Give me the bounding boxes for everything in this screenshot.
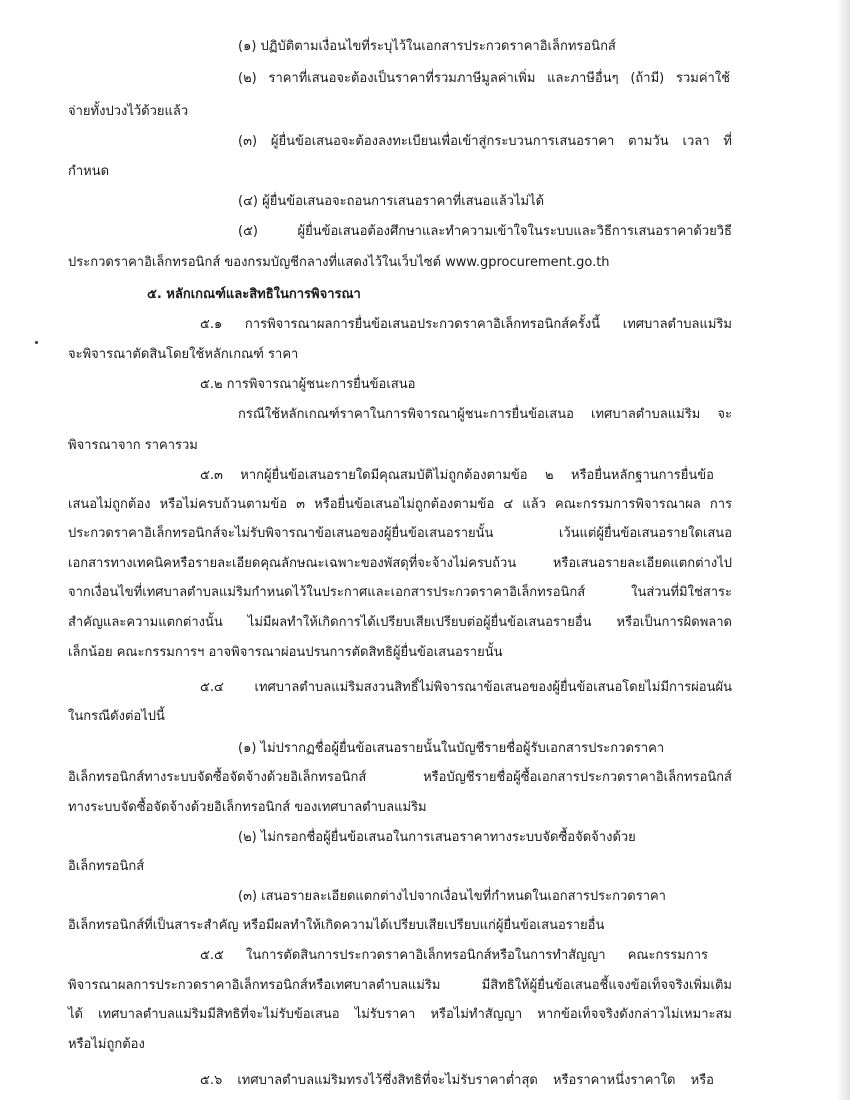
clause-5-5-line2: พิจารณาผลการประกวดราคาอิเล็กทรอนิกส์หรือเทศบาลตำบลแม่ริม มีสิทธิให้ผู้ยื่นข้อเสนอชี้แจงข้อเท็จจริงเพิ่มเติม: [68, 978, 732, 993]
clause-5-5: ๕.๕ ในการตัดสินการประกวดราคาอิเล็กทรอนิกส์หรือในการทำสัญญา คณะกรรมการ: [200, 948, 708, 963]
condition-1: (๑) ปฏิบัติตามเงื่อนไขที่ระบุไว้ในเอกสารประกวดราคาอิเล็กทรอนิกส์: [238, 39, 616, 54]
clause-5-4: ๕.๔ เทศบาลตำบลแม่ริมสงวนสิทธิ์ไม่พิจารณาข้อเสนอของผู้ยื่นข้อเสนอโดยไม่มีการผ่อนผัน: [200, 680, 732, 695]
clause-5-3-line2: เสนอไม่ถูกต้อง หรือไม่ครบถ้วนตามข้อ ๓ หรือยื่นข้อเสนอไม่ถูกต้องตามข้อ ๔ แล้ว คณะกรรมการพิจารณาผล การ: [68, 497, 732, 512]
condition-2-cont: จ่ายทั้งปวงไว้ด้วยแล้ว: [68, 104, 189, 119]
condition-3: (๓) ผู้ยื่นข้อเสนอจะต้องลงทะเบียนเพื่อเข้าสู่กระบวนการเสนอราคา ตามวัน เวลา ที่: [238, 134, 732, 149]
condition-2: (๒) ราคาที่เสนอจะต้องเป็นราคาที่รวมภาษีมูลค่าเพิ่ม และภาษีอื่นๆ (ถ้ามี) รวมค่าใช้: [238, 71, 730, 86]
clause-5-4-item-1-line3: ทางระบบจัดซื้อจัดจ้างด้วยอิเล็กทรอนิกส์ ของเทศบาลตำบลแม่ริม: [68, 800, 427, 815]
clause-5-5-line3: ได้ เทศบาลตำบลแม่ริมมีสิทธิที่จะไม่รับข้อเสนอ ไม่รับราคา หรือไม่ทำสัญญา หากข้อเท็จจริงดังกล่าวไม่เหมาะสม: [68, 1007, 732, 1022]
clause-5-3-line7: เล็กน้อย คณะกรรมการฯ อาจพิจารณาผ่อนปรนการตัดสิทธิผู้ยื่นข้อเสนอรายนั้น: [68, 645, 503, 660]
clause-5-3-line5: จากเงื่อนไขที่เทศบาลตำบลแม่ริมกำหนดไว้ในประกาศและเอกสารประกวดราคาอิเล็กทรอนิกส์ ในส่วนที่มิใช่สาระ: [68, 585, 732, 600]
clause-5-4-item-2-cont: อิเล็กทรอนิกส์: [68, 859, 145, 874]
clause-5-2-cont: พิจารณาจาก ราคารวม: [68, 438, 198, 453]
section-5-heading: ๕. หลักเกณฑ์และสิทธิในการพิจารณา: [147, 287, 361, 302]
clause-5-2: ๕.๒ การพิจารณาผู้ชนะการยื่นข้อเสนอ: [200, 377, 416, 392]
clause-5-4-cont: ในกรณีดังต่อไปนี้: [68, 709, 165, 724]
clause-5-4-item-3: (๓) เสนอรายละเอียดแตกต่างไปจากเงื่อนไขที่กำหนดในเอกสารประกวดราคา: [238, 889, 666, 904]
clause-5-4-item-3-cont: อิเล็กทรอนิกส์ที่เป็นสาระสำคัญ หรือมีผลทำให้เกิดความได้เปรียบเสียเปรียบแก่ผู้ยื่นข้อเสนอรายอื่น: [68, 918, 605, 933]
condition-5-cont: ประกวดราคาอิเล็กทรอนิกส์ ของกรมบัญชีกลางที่แสดงไว้ในเว็บไซต์ www.gprocurement.go.th: [68, 255, 610, 270]
scan-speck: [35, 341, 38, 344]
clause-5-1: ๕.๑ การพิจารณาผลการยื่นข้อเสนอประกวดราคาอิเล็กทรอนิกส์ครั้งนี้ เทศบาลตำบลแม่ริม: [200, 317, 732, 332]
clause-5-3: ๕.๓ หากผู้ยื่นข้อเสนอรายใดมีคุณสมบัติไม่ถูกต้องตามข้อ ๒ หรือยื่นหลักฐานการยื่นข้อ: [200, 468, 714, 483]
condition-3-cont: กำหนด: [68, 164, 110, 179]
clause-5-3-line6: สำคัญและความแตกต่างนั้น ไม่มีผลทำให้เกิดการได้เปรียบเสียเปรียบต่อผู้ยื่นข้อเสนอรายอื่น หรือเป็นการผิดพลาด: [68, 615, 732, 630]
clause-5-5-line4: หรือไม่ถูกต้อง: [68, 1037, 145, 1052]
condition-5: (๕) ผู้ยื่นข้อเสนอต้องศึกษาและทำความเข้าใจในระบบและวิธีการเสนอราคาด้วยวิธี: [238, 224, 732, 239]
page-edge-shadow: [836, 0, 850, 1100]
condition-4: (๔) ผู้ยื่นข้อเสนอจะถอนการเสนอราคาที่เสนอแล้วไม่ได้: [238, 194, 545, 209]
clause-5-4-item-1-line2: อิเล็กทรอนิกส์ทางระบบจัดซื้อจัดจ้างด้วยอิเล็กทรอนิกส์ หรือบัญชีรายชื่อผู้ซื้อเอกสารประกวดราคาอิเล็กทรอนิกส์: [68, 770, 732, 785]
clause-5-4-item-1: (๑) ไม่ปรากฏชื่อผู้ยื่นข้อเสนอรายนั้นในบัญชีรายชื่อผู้รับเอกสารประกวดราคา: [238, 741, 665, 756]
clause-5-3-line4: เอกสารทางเทคนิคหรือรายละเอียดคุณลักษณะเฉพาะของพัสดุที่จะจ้างไม่ครบถ้วน หรือเสนอรายละเอียดแตกต่างไป: [68, 556, 732, 571]
clause-5-1-cont: จะพิจารณาตัดสินโดยใช้หลักเกณฑ์ ราคา: [68, 347, 299, 362]
clause-5-3-line3: ประกวดราคาอิเล็กทรอนิกส์จะไม่รับพิจารณาข้อเสนอของผู้ยื่นข้อเสนอรายนั้น เว้นแต่ผู้ยื่นข้อเสนอรายใดเสนอ: [68, 526, 732, 541]
clause-5-2-body: กรณีใช้หลักเกณฑ์ราคาในการพิจารณาผู้ชนะการยื่นข้อเสนอ เทศบาลตำบลแม่ริม จะ: [238, 407, 732, 422]
clause-5-4-item-2: (๒) ไม่กรอกชื่อผู้ยื่นข้อเสนอในการเสนอราคาทางระบบจัดซื้อจัดจ้างด้วย: [238, 830, 636, 845]
clause-5-6: ๕.๖ เทศบาลตำบลแม่ริมทรงไว้ซึ่งสิทธิที่จะไม่รับราคาต่ำสุด หรือราคาหนึ่งราคาใด หรือ: [200, 1073, 714, 1088]
